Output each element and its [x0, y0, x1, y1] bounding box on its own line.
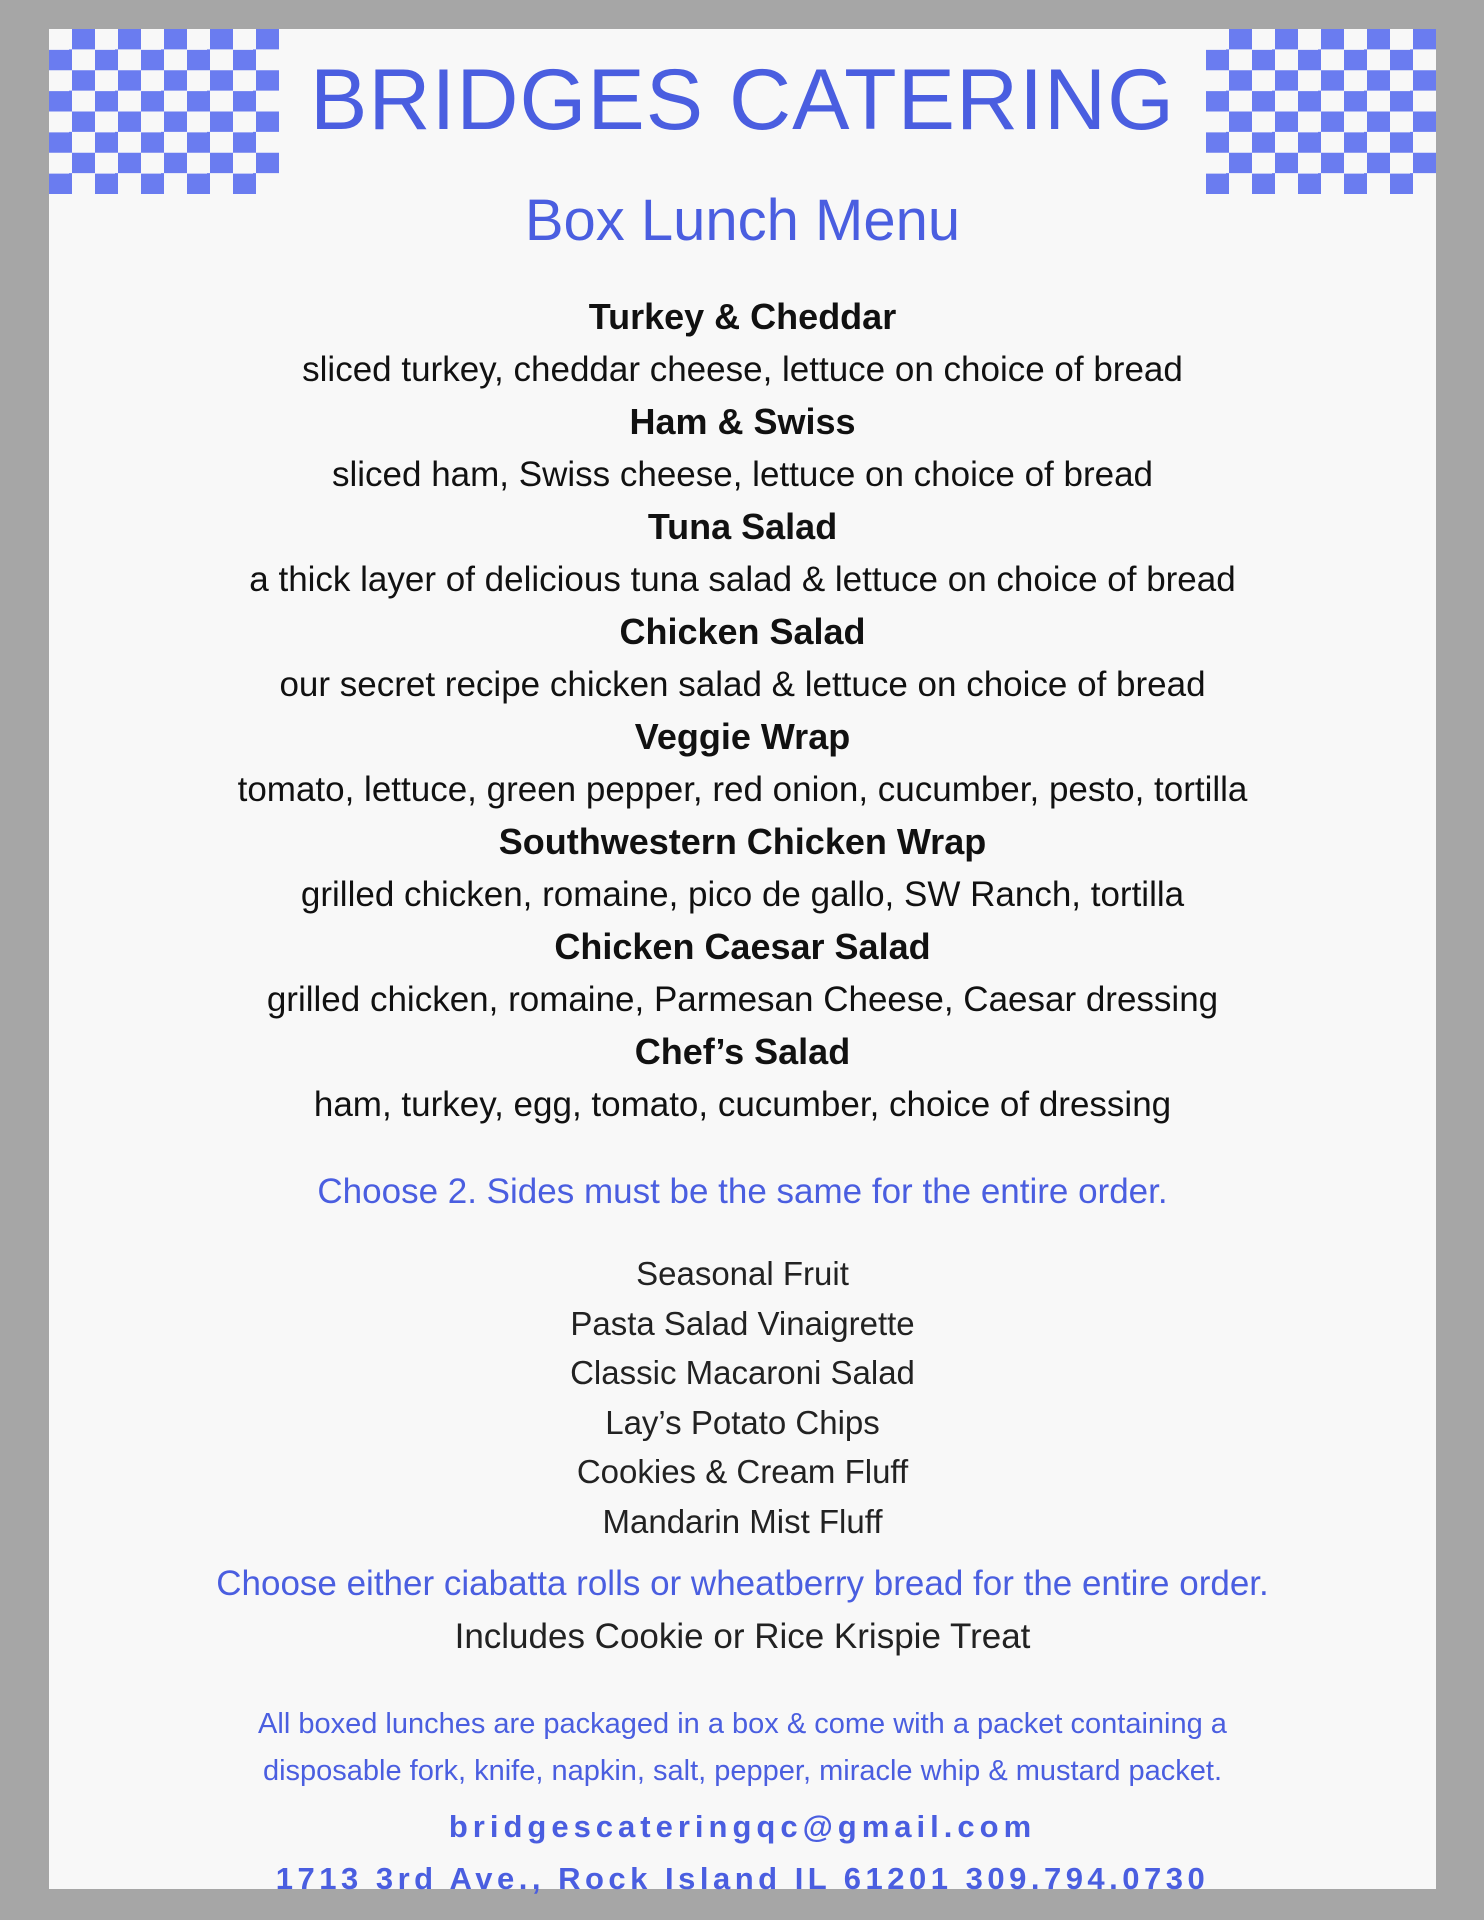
side-item: Mandarin Mist Fluff — [602, 1502, 883, 1540]
page-subtitle: Box Lunch Menu — [524, 188, 961, 253]
item-name: Chicken Caesar Salad — [554, 926, 931, 967]
item-name: Tuna Salad — [647, 506, 838, 547]
item-description: grilled chicken, romaine, Parmesan Cheese, Caesar dressing — [266, 980, 1219, 1019]
menu-sheet — [49, 29, 1436, 1896]
item-name: Turkey & Cheddar — [588, 296, 897, 337]
packaging-line: disposable fork, knife, napkin, salt, pepper, miracle whip & mustard packet. — [262, 1755, 1223, 1787]
sides-instruction: Choose 2. Sides must be the same for the entire order. — [317, 1172, 1168, 1211]
item-name: Chef’s Salad — [634, 1031, 851, 1072]
item-name: Chicken Salad — [619, 611, 866, 652]
bread-instruction: Choose either ciabatta rolls or wheatberry bread for the entire order. — [216, 1564, 1269, 1603]
side-item: Classic Macaroni Salad — [570, 1354, 915, 1391]
side-item: Seasonal Fruit — [636, 1255, 849, 1292]
side-item: Lay’s Potato Chips — [605, 1403, 880, 1441]
includes-note: Includes Cookie or Rice Krispie Treat — [454, 1617, 1031, 1656]
contact-address: 1713 3rd Ave., Rock Island IL 61201 309.794.0730 — [275, 1861, 1210, 1896]
packaging-note — [49, 1701, 1436, 1795]
page-title: BRIDGES CATERING — [310, 52, 1175, 148]
item-description: our secret recipe chicken salad & lettuce on choice of bread — [279, 665, 1206, 704]
item-description: sliced turkey, cheddar cheese, lettuce on choice of bread — [302, 350, 1183, 389]
item-description: grilled chicken, romaine, pico de gallo, SW Ranch, tortilla — [300, 875, 1185, 914]
item-name: Ham & Swiss — [629, 401, 856, 442]
item-description: ham, turkey, egg, tomato, cucumber, choice of dressing — [313, 1085, 1172, 1124]
menu-items — [49, 291, 1436, 1131]
item-description: sliced ham, Swiss cheese, lettuce on choice of bread — [332, 455, 1153, 494]
packaging-line: All boxed lunches are packaged in a box & come with a packet containing a — [258, 1708, 1227, 1740]
item-name: Southwestern Chicken Wrap — [498, 821, 987, 862]
side-item: Cookies & Cream Fluff — [576, 1453, 909, 1490]
side-item: Pasta Salad Vinaigrette — [570, 1304, 915, 1342]
item-name: Veggie Wrap — [634, 716, 851, 757]
sides-list — [49, 1249, 1436, 1546]
item-description: tomato, lettuce, green pepper, red onion, cucumber, pesto, tortilla — [237, 770, 1248, 809]
item-description: a thick layer of delicious tuna salad & lettuce on choice of bread — [249, 560, 1236, 599]
contact-email: bridgescateringqc@gmail.com — [448, 1809, 1037, 1844]
